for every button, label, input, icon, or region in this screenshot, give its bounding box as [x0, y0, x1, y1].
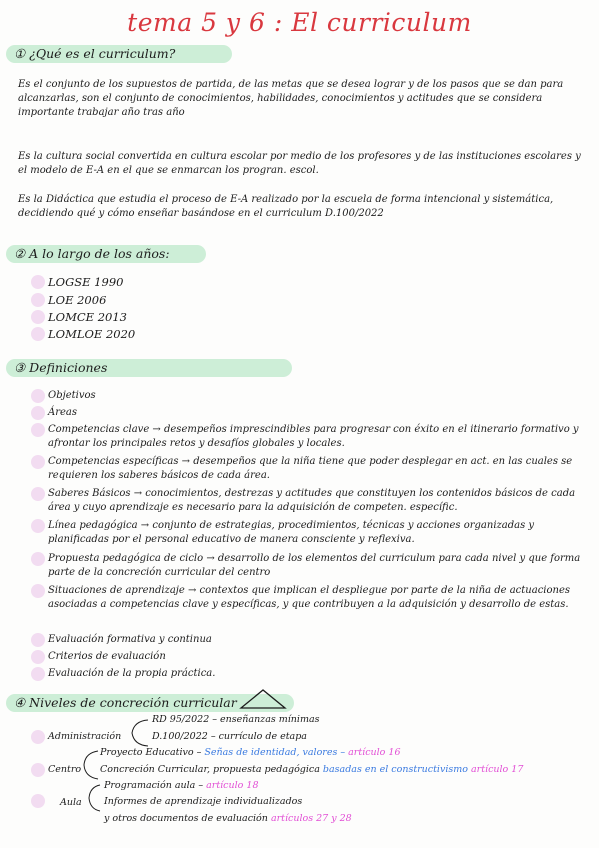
level-line — [104, 813, 352, 824]
list-item: Competencias específicas → desempeños que la niña tiene que poder desplegar en act. en las cuales se requieren los saberes básicos de cada área. — [48, 456, 573, 481]
bullet-dot — [31, 730, 45, 744]
section-heading-1: ① ¿Qué es el curriculum? — [14, 46, 176, 61]
definition-paragraph — [18, 150, 586, 178]
list-item: LOMLOE 2020 — [48, 327, 136, 341]
level-line: RD 95/2022 – enseñanzas mínimas — [152, 714, 320, 725]
list-item: Línea pedagógica → conjunto de estrategias, procedimientos, técnicas y acciones organizadas y planificadas por el personal educativo de manera consciente y reflexiva. — [48, 520, 535, 545]
paragraph-2: Es la cultura social convertida en cultura escolar por medio de los profesores y de las instituciones escolares y el modelo de E-A en el que se enmarcan los progran. escol. — [18, 151, 581, 176]
list-item: Evaluación formativa y continua — [48, 634, 212, 645]
level-line: D.100/2022 – currículo de etapa — [152, 731, 307, 742]
bracket-icon — [126, 718, 150, 748]
bracket-icon — [86, 783, 102, 813]
bullet-dot — [31, 455, 45, 469]
section-heading-3: ③ Definiciones — [14, 360, 108, 375]
article-reference: artículo 18 — [206, 780, 259, 791]
bullet-dot — [31, 389, 45, 403]
bullet-dot — [31, 487, 45, 501]
list-item: LOMCE 2013 — [48, 310, 127, 324]
article-reference: artículo 17 — [471, 764, 524, 775]
section-heading-2: ② A lo largo de los años: — [14, 246, 170, 261]
definition-paragraph — [18, 193, 586, 221]
level-line-text: y otros documentos de evaluación — [104, 813, 268, 824]
level-line — [100, 764, 523, 775]
list-item: Evaluación de la propia práctica. — [48, 668, 216, 679]
level-label-aula: Aula — [60, 797, 82, 808]
bullet-dot — [31, 633, 45, 647]
triangle-icon — [238, 687, 288, 711]
level-line-text: Concreción Curricular, propuesta pedagógica — [100, 764, 320, 775]
list-item: LOE 2006 — [48, 293, 107, 307]
bracket-icon — [80, 749, 100, 781]
level-line-note: Señas de identidad, valores – — [204, 747, 346, 758]
level-line-text: Programación aula – — [104, 780, 204, 791]
bullet-dot — [31, 584, 45, 598]
list-item: Saberes Básicos → conocimientos, destrezas y actitudes que constituyen los contenidos básicos de cada área y cuyo aprendizaje es necesario para la adquisición de competen. específic. — [48, 488, 576, 513]
list-item: Propuesta pedagógica de ciclo → desarrollo de los elementos del curriculum para cada nivel y que forma parte de la concreción curricular del centro — [48, 553, 581, 578]
bullet-dot — [31, 327, 45, 341]
level-line-note: basadas en el constructivismo — [322, 764, 468, 775]
level-label-administracion: Administración — [48, 731, 122, 742]
list-item: Competencias clave → desempeños imprescindibles para progresar con éxito en el itinerario formativo y afrontar los principales retos y desafíos globales y locales. — [48, 424, 579, 449]
bullet-dot — [31, 423, 45, 437]
list-item: Situaciones de aprendizaje → contextos que implican el despliegue por parte de la niña de actuaciones asociadas a competencias clave y específicas, y que contribuyen a la adquisición y desarrollo de estas. — [48, 585, 571, 610]
definition-paragraph — [18, 78, 586, 120]
level-line — [100, 747, 401, 758]
section-heading-4: ④ Niveles de concreción curricular — [14, 695, 237, 710]
level-line-text: Proyecto Educativo – — [100, 747, 202, 758]
bullet-dot — [31, 667, 45, 681]
bullet-dot — [31, 763, 45, 777]
list-item: LOGSE 1990 — [48, 275, 124, 289]
paragraph-1: Es el conjunto de los supuestos de partida, de las metas que se desea lograr y de los pasos que se dan para alcanzarlas, son el conjunto de conocimientos, habilidades, conocimientos y actitudes que se considera importante trabajar año tras año — [18, 79, 564, 118]
list-item: Objetivos — [48, 390, 96, 401]
article-reference: artículo 16 — [348, 747, 401, 758]
level-label-centro: Centro — [48, 764, 82, 775]
bullet-dot — [31, 310, 45, 324]
list-item: Áreas — [48, 407, 78, 418]
page-title: tema 5 y 6 : El curriculum — [127, 8, 472, 37]
level-line: Informes de aprendizaje individualizados — [104, 796, 303, 807]
bullet-dot — [31, 406, 45, 420]
bullet-dot — [31, 650, 45, 664]
bullet-dot — [31, 794, 45, 808]
paragraph-3: Es la Didáctica que estudia el proceso de E-A realizado por la escuela de forma intencional y sistemática, decidiendo qué y cómo enseñar basándose en el curriculum D.100/2022 — [18, 194, 554, 219]
article-reference: artículos 27 y 28 — [270, 813, 352, 824]
bullet-dot — [31, 552, 45, 566]
bullet-dot — [31, 275, 45, 289]
list-item: Criterios de evaluación — [48, 651, 166, 662]
bullet-dot — [31, 293, 45, 307]
level-line — [104, 780, 259, 791]
bullet-dot — [31, 519, 45, 533]
